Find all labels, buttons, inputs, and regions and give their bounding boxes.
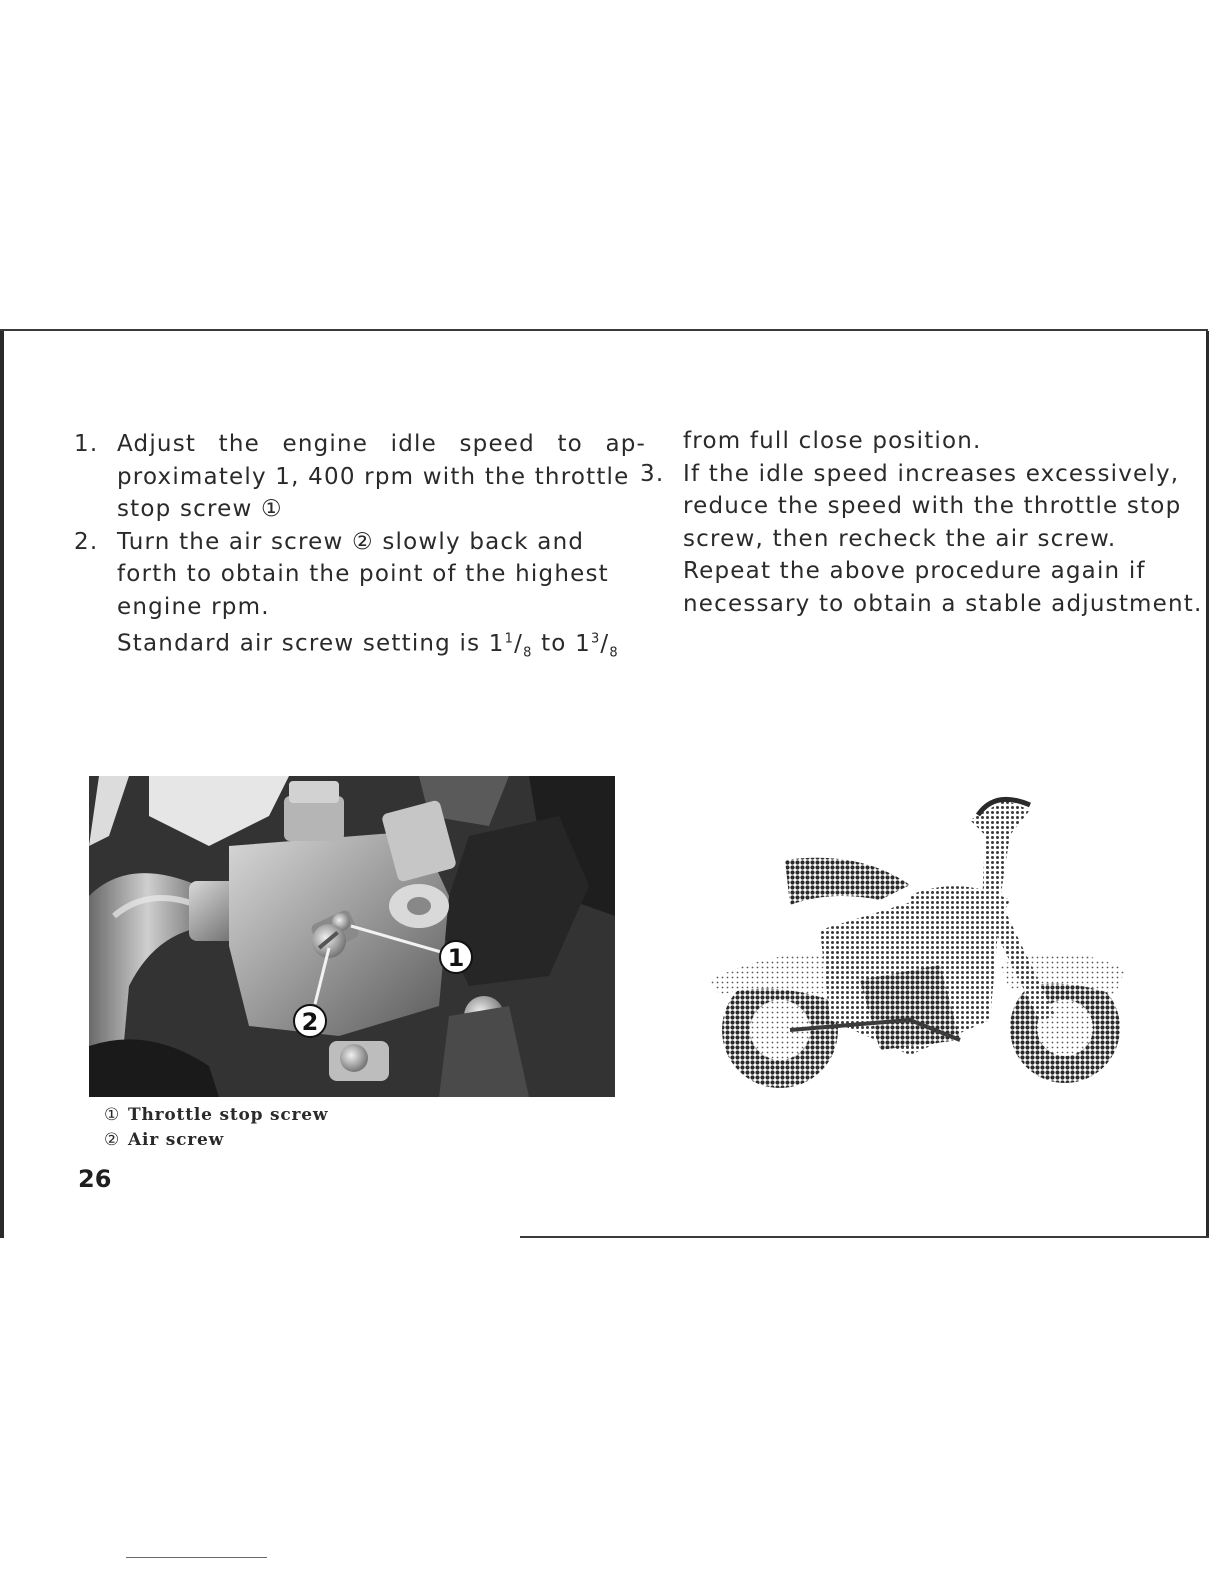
step-2-setting-note [117,623,619,670]
page-number: 26 [78,1165,112,1193]
caption-text-1: Throttle stop screw [128,1105,329,1125]
step-3 [640,458,1203,621]
caption-item-1 [104,1103,328,1128]
photo-caption [104,1103,328,1153]
scan-border-right [1206,331,1209,1238]
carburetor-photo [89,776,615,1097]
caption-marker-2: ② [104,1130,121,1150]
caption-item-2 [104,1128,328,1153]
scan-border-top [0,329,1208,331]
step-3-line-3: screw, then recheck the air screw. [683,525,1117,552]
scan-border-left [0,331,4,1238]
photo-callout-2: 2 [301,1008,319,1036]
step-2-line-3: engine rpm. [117,593,270,620]
step-2-continuation: from full close position. [683,428,982,454]
step-3-repeat-line-2: necessary to obtain a stable adjustment. [683,590,1203,617]
step-1-number: 1. [74,431,99,457]
right-column [640,425,1203,620]
step-1 [74,428,647,526]
setting-connector: to [541,630,567,657]
caption-text-2: Air screw [128,1130,225,1150]
step-3-repeat-line-1: Repeat the above procedure again if [683,558,1146,584]
step-3-line-2: reduce the speed with the throttle stop [683,493,1182,519]
caption-marker-1: ① [104,1105,121,1125]
step-1-line-1: Adjust the engine idle speed to ap- [117,431,647,457]
scan-mark [126,1557,267,1558]
step-3-number: 3. [640,460,665,487]
step-2-line-2: forth to obtain the point of the highest [117,561,609,587]
step-3-line-1: If the idle speed increases excessively, [683,460,1180,487]
setting-to-value: $1^3/_8$ [575,630,619,661]
left-column [74,428,647,670]
step-2-line-1: Turn the air screw ② slowly back and [117,528,585,555]
step-1-line-3: stop screw ① [117,496,283,522]
step-1-line-2: proximately 1, 400 rpm with the throttle [117,463,630,490]
minibike-illustration [710,790,1135,1095]
step-2-number: 2. [74,528,99,555]
setting-from-value: $1^1/_8$ [488,630,533,661]
step-2 [74,526,619,670]
photo-callout-1: 1 [447,944,465,972]
setting-prefix: Standard air screw setting is [117,630,481,657]
scan-border-bottom [520,1236,1209,1238]
